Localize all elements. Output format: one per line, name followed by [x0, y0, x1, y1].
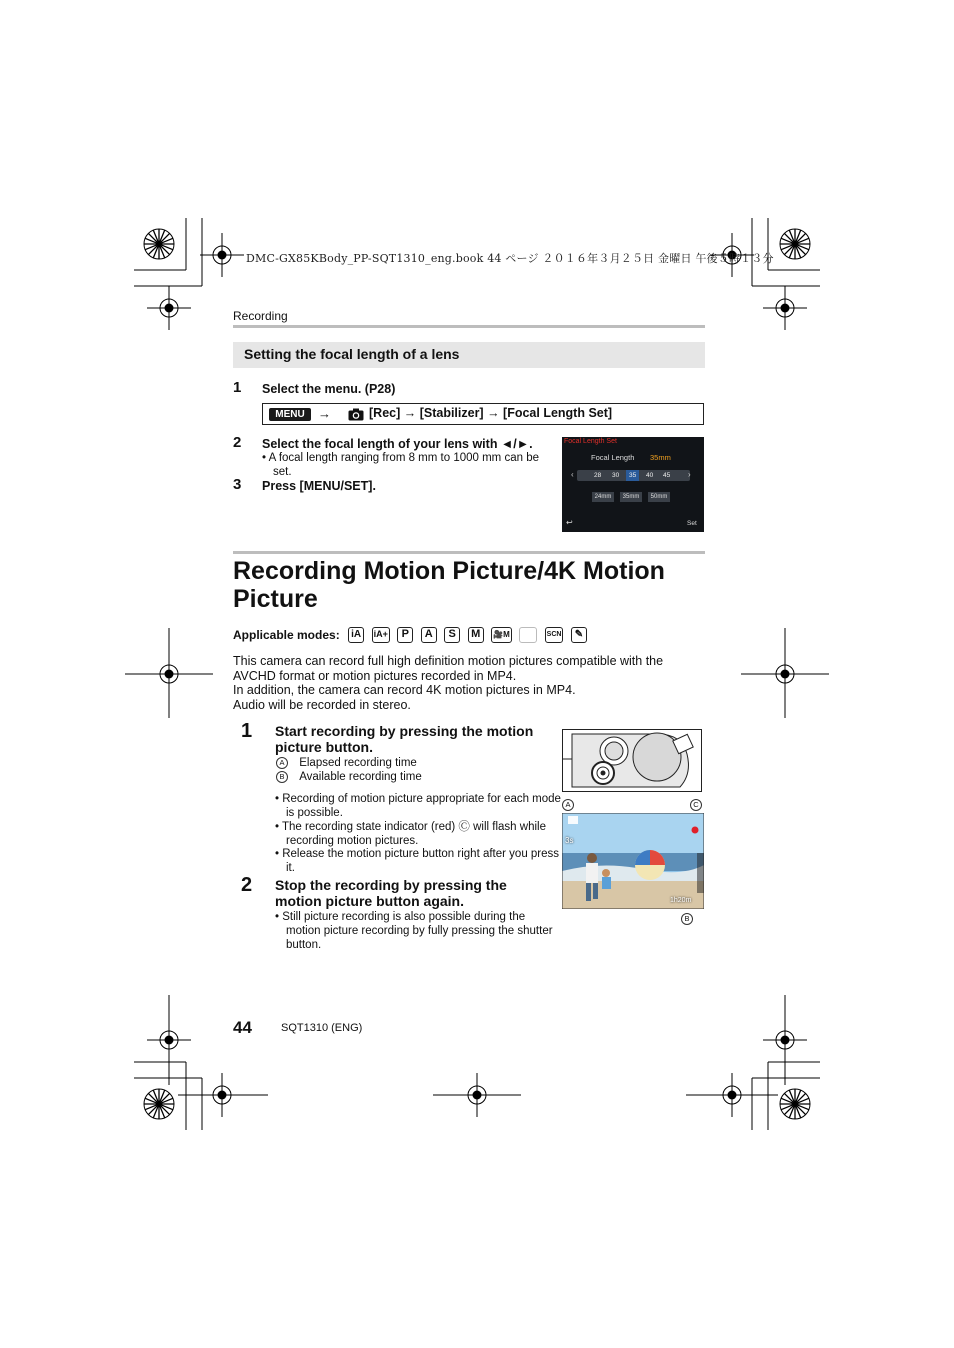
callout-a-icon: A: [276, 757, 288, 769]
step-number: 1: [233, 379, 242, 396]
step-number: 2: [241, 874, 253, 896]
applicable-modes: [233, 626, 590, 644]
focal-length-screen: [562, 437, 704, 532]
section-header-focal-length: [233, 342, 705, 368]
step-text: Select the focal length of your lens with ◄/►.: [262, 437, 533, 451]
mode-intelligent-auto-plus-icon: iA+: [372, 627, 390, 643]
focal-length-value: 35mm: [650, 453, 671, 462]
section-rule: [233, 551, 705, 554]
modes-label: Applicable modes:: [233, 627, 340, 642]
mode-creative-video-icon: 🎥M: [491, 627, 512, 643]
scale-tick: 35: [629, 472, 637, 479]
callout-b-icon: B: [276, 771, 288, 783]
section-title: Setting the focal length of a lens: [244, 346, 460, 362]
step-heading: Stop the recording by pressing the motion picture button again.: [275, 877, 507, 909]
scale-tick: 40: [646, 472, 654, 479]
header-rule: [233, 325, 705, 328]
callout-c-label: C: [690, 796, 702, 814]
screen-title: Focal Length Set: [564, 438, 617, 445]
mode-scene-icon: SCN: [545, 627, 564, 643]
menu-badge: MENU: [269, 408, 311, 421]
legend-item: A Elapsed recording time: [276, 756, 417, 770]
intro-line: Audio will be recorded in stereo.: [233, 697, 411, 712]
focal-length-label: Focal Length: [591, 453, 635, 462]
preset-button: 35mm: [620, 492, 642, 502]
printer-info-line: DMC-GX85KBody_PP-SQT1310_eng.book 44 ページ ２０１６年３月２５日 金曜日 午後５時１３分: [246, 252, 774, 265]
return-icon: ↩: [566, 518, 573, 527]
camera-icon: [348, 408, 364, 421]
intro-line: In addition, the camera can record 4K motion pictures in MP4.: [233, 683, 576, 698]
menu-path-box: [262, 403, 704, 425]
step-bullet: • The recording state indicator (red) Ⓒ will flash while recording motion pictures.: [275, 821, 546, 847]
intro-paragraph: [233, 654, 703, 712]
page-title: Recording Motion Picture/4K Motion Picture: [233, 557, 665, 613]
chevron-left-icon: ‹: [571, 470, 574, 479]
mode-intelligent-auto-icon: iA: [348, 627, 364, 643]
menu-path-text: [Rec] → [Stabilizer] → [Focal Length Set]: [369, 406, 613, 420]
mode-creative-control-icon: ✎: [571, 627, 587, 643]
step-bullet: • Still picture recording is also possible during the motion picture recording by fully pressing the shutter button.: [275, 911, 553, 951]
mode-panorama-icon: [519, 627, 537, 643]
remaining-time: 1h20m: [670, 897, 692, 904]
set-label: Set: [687, 520, 697, 527]
step-bullet: • Release the motion picture button right after you press it.: [275, 848, 560, 874]
scale-tick: 45: [663, 472, 671, 479]
mode-p-icon: P: [397, 627, 413, 643]
preset-button: 50mm: [648, 492, 670, 502]
step-bullet: • Recording of motion picture appropriate for each mode is possible.: [275, 793, 561, 819]
mode-a-icon: A: [421, 627, 437, 643]
mode-m-icon: M: [468, 627, 484, 643]
step-heading: Start recording by pressing the motion picture button.: [275, 723, 534, 755]
callout-b-label: B: [681, 910, 693, 928]
breadcrumb: Recording: [233, 309, 288, 323]
step-number: 2: [233, 434, 242, 451]
step-number: 1: [241, 720, 253, 742]
camera-top-illustration: [562, 729, 702, 792]
elapsed-time: 3s: [565, 836, 574, 845]
arrow-icon: →: [318, 406, 331, 421]
step-text: Select the menu. (P28): [262, 382, 396, 396]
step-text: Press [MENU/SET].: [262, 479, 376, 493]
step-bullet: • A focal length ranging from 8 mm to 1000 mm can be set.: [262, 452, 539, 478]
page-number: 44: [233, 1018, 252, 1037]
intro-line: This camera can record full high definition motion pictures compatible with the: [233, 654, 664, 668]
intro-line: AVCHD format or motion pictures recorded in MP4.: [233, 668, 517, 683]
chevron-right-icon: ›: [688, 470, 691, 479]
document-code: SQT1310 (ENG): [281, 1022, 363, 1034]
scale-tick: 30: [612, 472, 620, 479]
step-number: 3: [233, 476, 242, 493]
recording-screen-photo: [562, 813, 704, 909]
mode-s-icon: S: [444, 627, 460, 643]
callout-a-label: A: [562, 796, 574, 814]
legend-item: B Available recording time: [276, 770, 422, 784]
preset-button: 24mm: [592, 492, 614, 502]
scale-tick: 28: [594, 472, 602, 479]
